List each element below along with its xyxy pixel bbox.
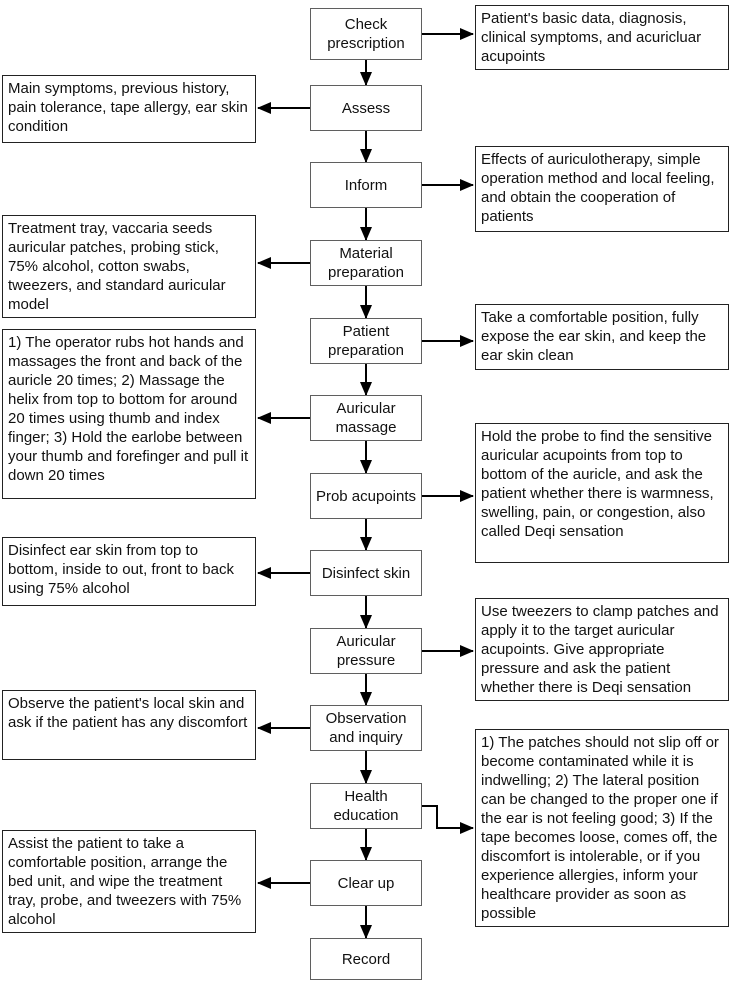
note-inform-details: Effects of auriculotherapy, simple operation method and local feeling, and obtain the cooperation of patients [475, 146, 729, 232]
step-patient-preparation: Patient preparation [310, 318, 422, 364]
step-auricular-pressure: Auricular pressure [310, 628, 422, 674]
note-patient-prep-details: Take a comfortable position, fully expose the ear skin, and keep the ear skin clean [475, 304, 729, 370]
step-record: Record [310, 938, 422, 980]
step-inform: Inform [310, 162, 422, 208]
arrow-elbow-health-education [422, 806, 473, 828]
step-material-preparation: Material preparation [310, 240, 422, 286]
step-check-prescription: Check prescription [310, 8, 422, 60]
note-prescription-details: Patient's basic data, diagnosis, clinical symptoms, and acuricluar acupoints [475, 5, 729, 70]
note-material-details: Treatment tray, vaccaria seeds auricular patches, probing stick, 75% alcohol, cotton swabs, tweezers, and standard auricular model [2, 215, 256, 318]
step-prob-acupoints: Prob acupoints [310, 473, 422, 519]
step-disinfect-skin: Disinfect skin [310, 550, 422, 596]
note-assess-details: Main symptoms, previous history, pain tolerance, tape allergy, ear skin condition [2, 75, 256, 143]
step-clear-up: Clear up [310, 860, 422, 906]
note-disinfect-details: Disinfect ear skin from top to bottom, inside to out, front to back using 75% alcohol [2, 537, 256, 606]
note-clear-up-details: Assist the patient to take a comfortable position, arrange the bed unit, and wipe the treatment tray, probe, and tweezers with 75% alcohol [2, 830, 256, 933]
note-pressure-details: Use tweezers to clamp patches and apply it to the target auricular acupoints. Give appropriate pressure and ask the patient whether there is Deqi sensation [475, 598, 729, 701]
step-observation-inquiry: Observation and inquiry [310, 705, 422, 751]
step-assess: Assess [310, 85, 422, 131]
note-observation-details: Observe the patient's local skin and ask if the patient has any discomfort [2, 690, 256, 760]
step-auricular-massage: Auricular massage [310, 395, 422, 441]
note-health-education-details: 1) The patches should not slip off or become contaminated while it is indwelling; 2) The lateral position can be changed to the proper one if the ear is not feeling good; 3) If the tape becomes loose, comes off, the discomfort is intolerable, or if you experience allergies, inform your healthcare provider as soon as possible [475, 729, 729, 927]
note-massage-details: 1) The operator rubs hot hands and massages the front and back of the auricle 20 times; 2) Massage the helix from top to bottom for around 20 times using thumb and index finger; 3) Hold the earlobe between your thumb and forefinger and pull it down 20 times [2, 329, 256, 499]
step-health-education: Health education [310, 783, 422, 829]
note-prob-acupoints-details: Hold the probe to find the sensitive auricular acupoints from top to bottom of the auricle, and ask the patient whether there is warmness, swelling, pain, or congestion, also called Deqi sensation [475, 423, 729, 563]
